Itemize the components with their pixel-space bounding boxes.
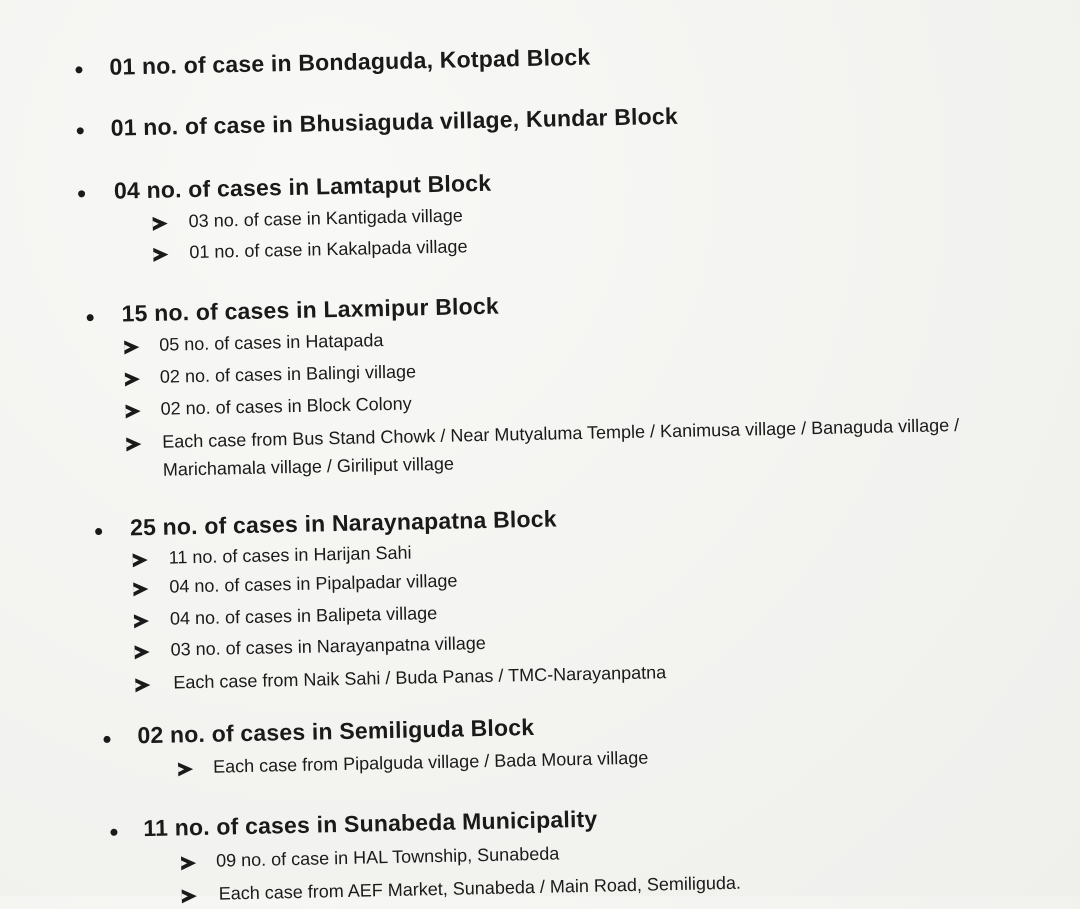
- list-item: 04 no. of cases in Balipeta village: [169, 602, 438, 629]
- arrow-bullet-icon: [133, 553, 148, 567]
- list-item: 04 no. of cases in Pipalpadar village: [169, 570, 458, 597]
- bullet-icon: [103, 736, 110, 743]
- arrow-bullet-icon: [126, 437, 141, 451]
- list-item: Each case from Bus Stand Chowk / Near Mutyaluma Temple / Kanimusa village / Banaguda village /: [162, 415, 960, 452]
- bullet-icon: [75, 66, 82, 73]
- bullet-icon: [110, 829, 117, 836]
- list-item: 01 no. of case in Kakalpada village: [189, 236, 468, 263]
- arrow-bullet-icon: [153, 217, 168, 231]
- section-heading: 01 no. of case in Bondaguda, Kotpad Block: [109, 43, 591, 80]
- list-item: Each case from Naik Sahi / Buda Panas / TMC-Narayanpatna: [173, 662, 667, 693]
- list-item-continuation: Marichamala village / Giriliput village: [162, 453, 455, 480]
- list-item: 11 no. of cases in Harijan Sahi: [168, 542, 412, 568]
- list-item: 03 no. of case in Kantigada village: [188, 205, 464, 232]
- arrow-bullet-icon: [133, 582, 148, 596]
- section-heading: 02 no. of cases in Semiliguda Block: [137, 713, 535, 749]
- arrow-bullet-icon: [178, 762, 193, 776]
- list-item: 02 no. of cases in Block Colony: [160, 393, 412, 419]
- list-item: 05 no. of cases in Hatapada: [159, 330, 384, 355]
- bullet-icon: [78, 190, 85, 197]
- arrow-bullet-icon: [135, 645, 150, 659]
- list-item: Each case from Pipalguda village / Bada Moura village: [212, 747, 649, 777]
- arrow-bullet-icon: [125, 404, 140, 418]
- arrow-bullet-icon: [182, 889, 197, 903]
- bullet-icon: [95, 528, 102, 535]
- bullet-icon: [77, 127, 84, 134]
- section-heading: 04 no. of cases in Lamtaput Block: [113, 169, 492, 204]
- list-item: 02 no. of cases in Balingi village: [159, 361, 417, 387]
- list-item: Each case from AEF Market, Sunabeda / Main Road, Semiliguda.: [218, 872, 742, 904]
- list-item: 03 no. of cases in Narayanpatna village: [170, 632, 486, 660]
- arrow-bullet-icon: [134, 614, 149, 628]
- arrow-bullet-icon: [124, 340, 139, 354]
- arrow-bullet-icon: [153, 248, 168, 262]
- arrow-bullet-icon: [125, 372, 140, 386]
- section-heading: 11 no. of cases in Sunabeda Municipality: [143, 805, 598, 842]
- section-heading: 01 no. of case in Bhusiaguda village, Kundar Block: [110, 102, 679, 141]
- bullet-icon: [87, 314, 94, 321]
- section-heading: 25 no. of cases in Naraynapatna Block: [129, 505, 557, 541]
- arrow-bullet-icon: [181, 856, 196, 870]
- arrow-bullet-icon: [135, 678, 150, 692]
- list-item: 09 no. of case in HAL Township, Sunabeda: [215, 843, 560, 871]
- section-heading: 15 no. of cases in Laxmipur Block: [121, 292, 500, 327]
